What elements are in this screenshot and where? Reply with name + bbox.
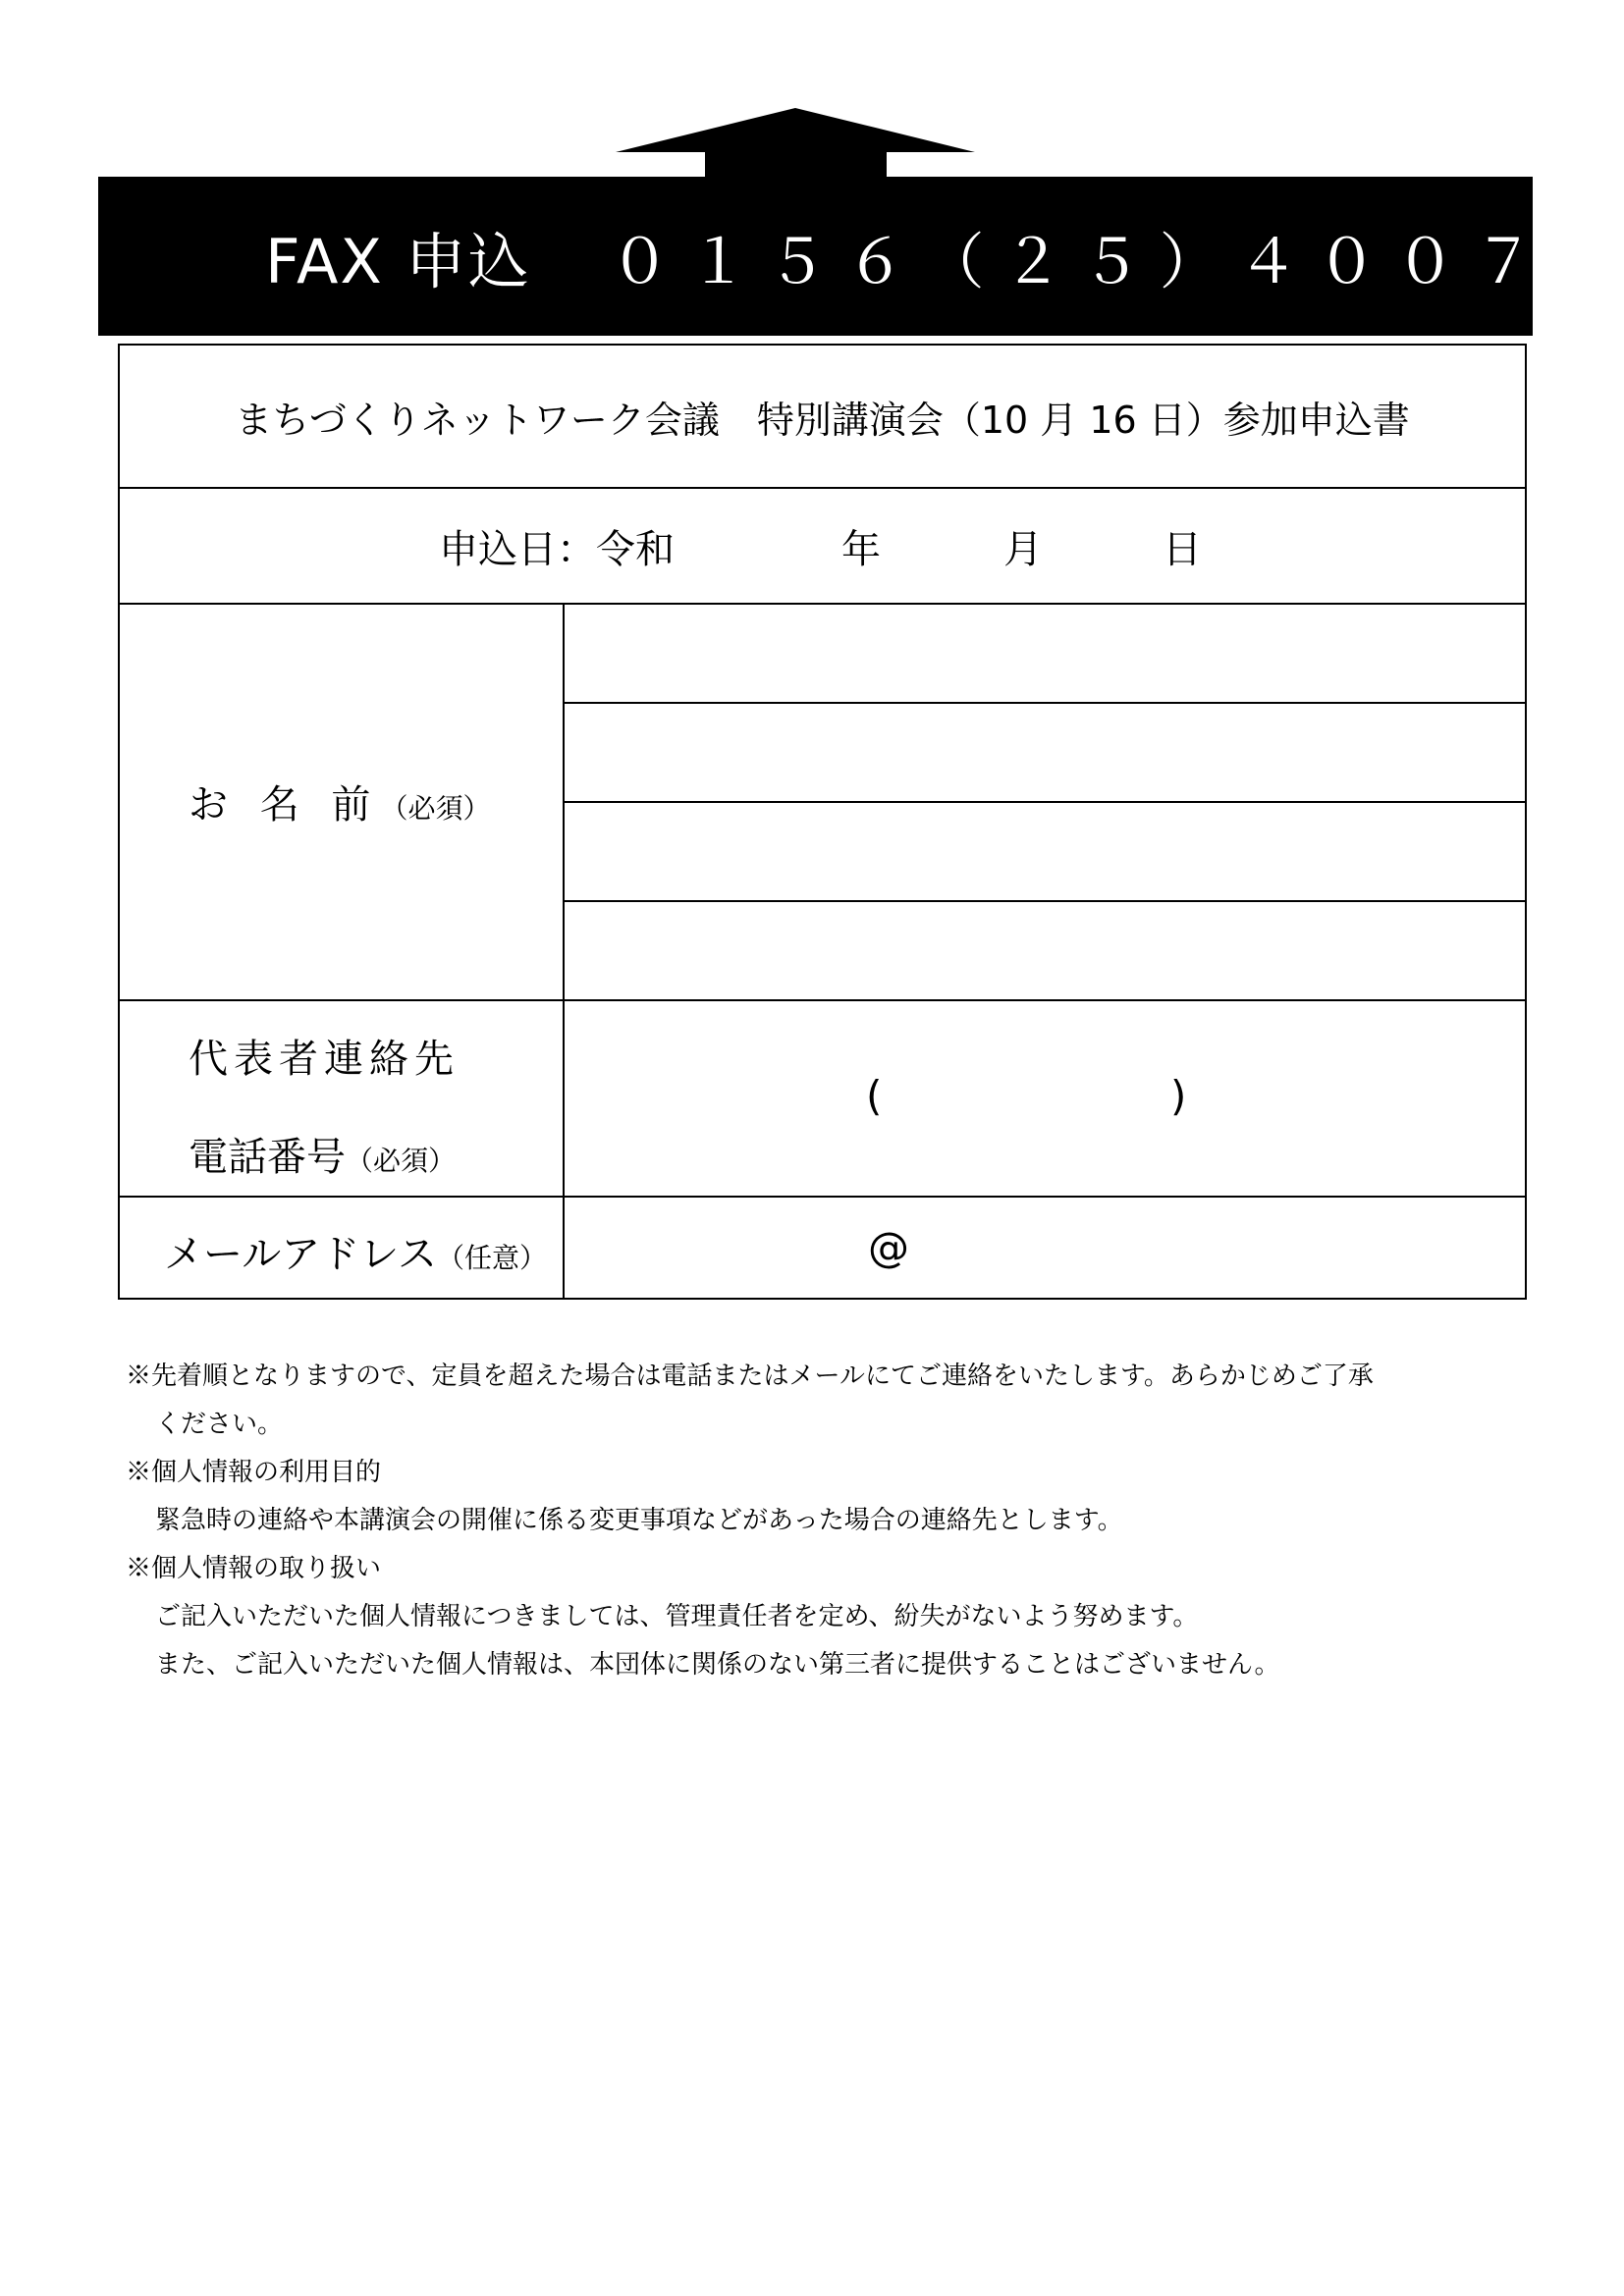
date-year: 年 — [841, 526, 881, 572]
contact-label-line2 — [189, 1126, 456, 1182]
name-field-1[interactable] — [565, 605, 1527, 702]
name-required-note: （必須） — [380, 792, 491, 825]
name-field-2[interactable] — [565, 704, 1527, 801]
upload-arrow-icon — [0, 0, 1624, 187]
note-line: ご記入いただいた個人情報につきましては、管理責任者を定め、紛失がないよう努めます。 — [155, 1602, 1199, 1631]
name-field-3[interactable] — [565, 803, 1527, 900]
date-day: 日 — [1163, 526, 1202, 572]
note-line: ※個人情報の取り扱い — [126, 1554, 382, 1583]
email-label — [164, 1223, 547, 1279]
date-row — [120, 489, 1525, 603]
phone-required-note: （必須） — [346, 1145, 457, 1177]
email-field[interactable] — [565, 1198, 1527, 1300]
form-title: まちづくりネットワーク会議 特別講演会（10 月 16 日）参加申込書 — [235, 398, 1410, 442]
note-line: また、ご記入いただいた個人情報は、本団体に関係のない第三者に提供することはございません。 — [155, 1650, 1280, 1680]
date-prefix: 申込日：令和 — [439, 526, 675, 572]
name-label — [189, 774, 490, 829]
phone-close-paren: ) — [1170, 1072, 1187, 1120]
phone-label: 電話番号 — [189, 1135, 346, 1180]
email-optional-note: （任意） — [437, 1242, 548, 1274]
fax-label: FAX 申込 — [265, 225, 531, 297]
name-field-4[interactable] — [565, 902, 1527, 999]
form-title-row — [120, 346, 1525, 487]
name-label-text: お 名 前 — [189, 782, 381, 828]
note-line: 緊急時の連絡や本講演会の開催に係る変更事項などがあった場合の連絡先とします。 — [155, 1506, 1123, 1535]
note-line: ※先着順となりますので、定員を超えた場合は電話またはメールにてご連絡をいたします。あらかじめご了承 — [126, 1362, 1374, 1391]
fax-number: ０１５６（２５）４００７ — [609, 225, 1552, 297]
email-label-text: メールアドレス — [164, 1232, 437, 1277]
date-month: 月 — [1003, 526, 1043, 572]
phone-open-paren: ( — [866, 1072, 883, 1120]
phone-field[interactable] — [565, 1001, 1527, 1196]
notes — [126, 1353, 1540, 1689]
contact-label-line1: 代表者連絡先 — [189, 1037, 460, 1082]
application-form — [118, 344, 1527, 1300]
note-line: ※個人情報の利用目的 — [126, 1458, 382, 1487]
email-at-sign: @ — [868, 1223, 909, 1271]
fax-banner — [98, 177, 1552, 336]
note-line: ください。 — [155, 1410, 284, 1439]
